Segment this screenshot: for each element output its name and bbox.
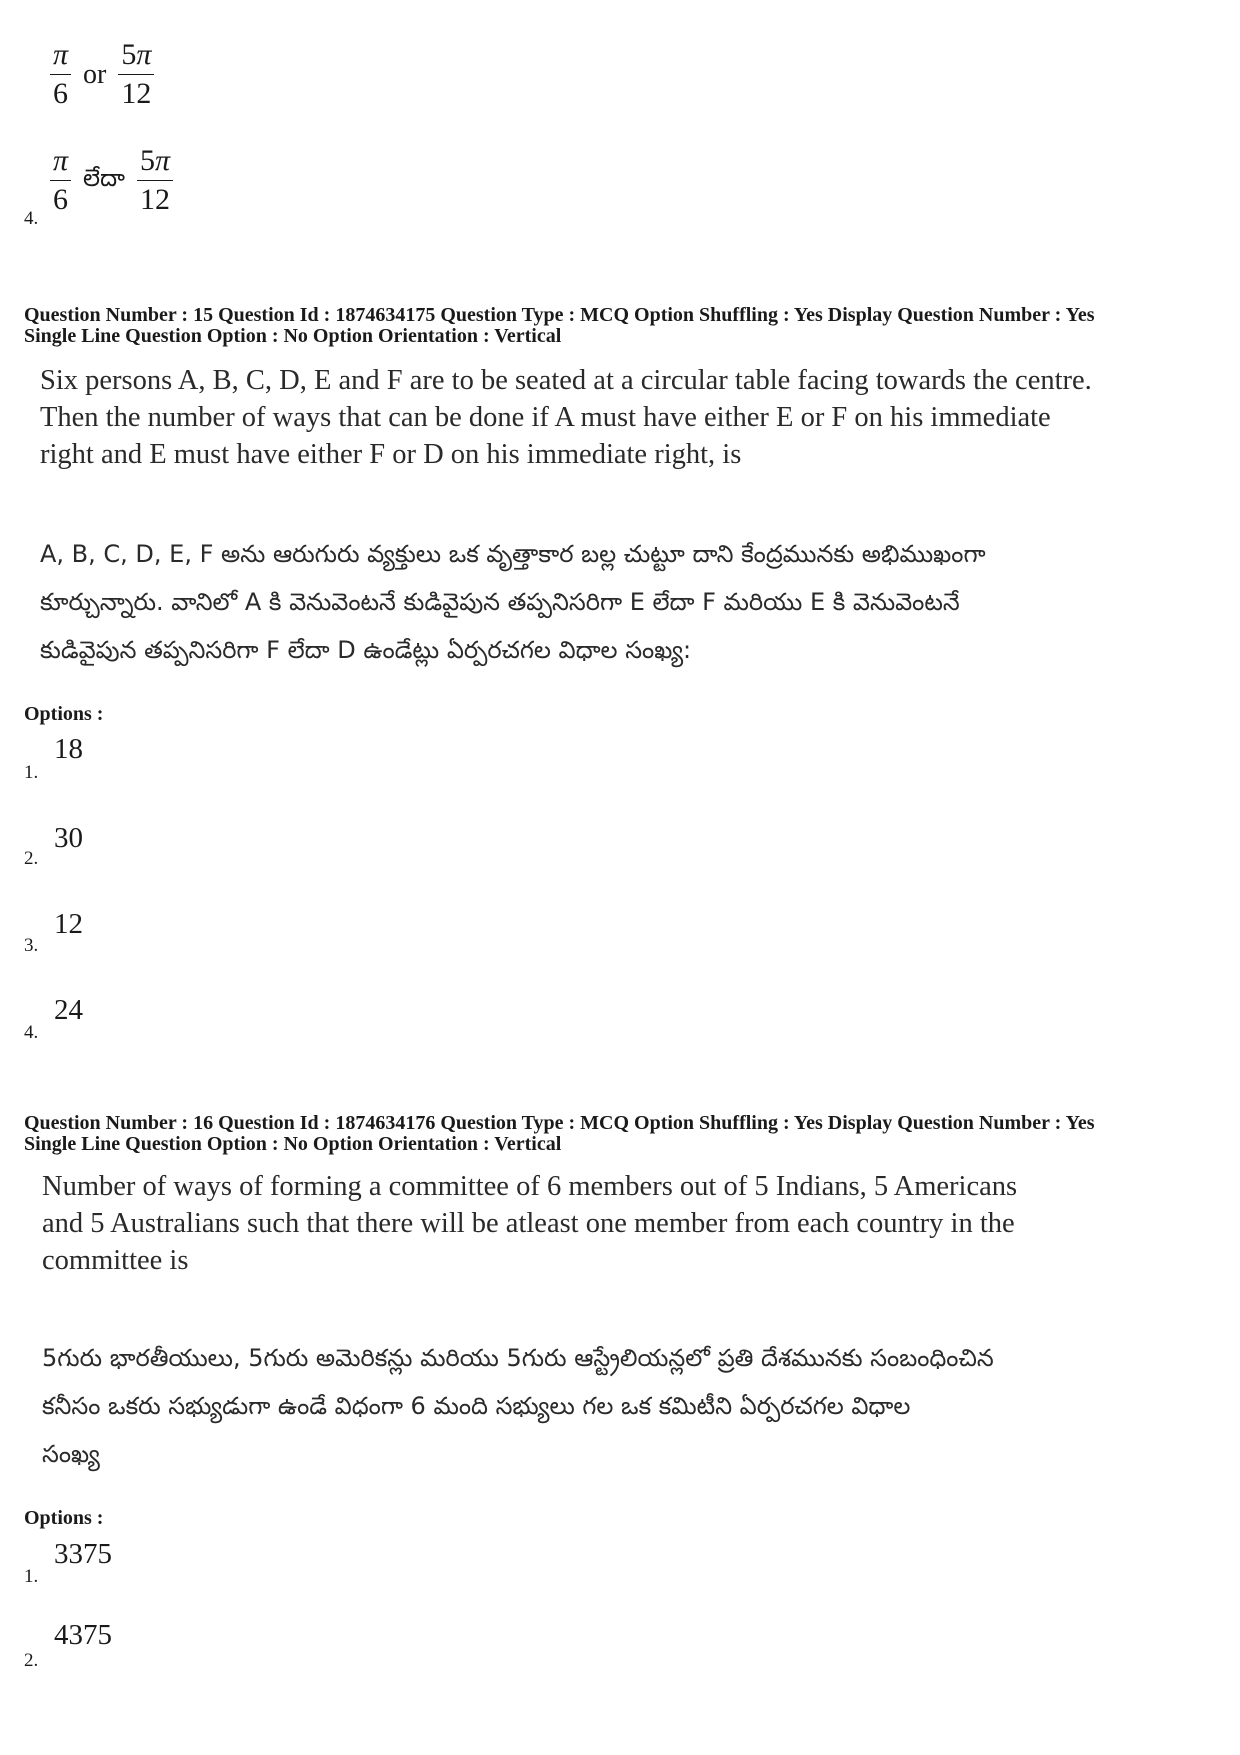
fraction-pi-over-6 [50, 146, 71, 215]
fraction-pi-over-6 [50, 40, 71, 109]
fraction-5pi-over-12 [137, 146, 173, 215]
option-number: 4. [24, 1022, 39, 1043]
option-value[interactable]: 24 [54, 994, 83, 1026]
fraction-denominator: 12 [140, 183, 171, 216]
numerator-coefficient: 5 [121, 38, 137, 71]
options-label: Options : [24, 1507, 104, 1529]
option-value[interactable]: 12 [54, 908, 83, 940]
fraction-numerator [118, 40, 154, 75]
question-meta-line-2: Single Line Question Option : No Option Orientation : Vertical [24, 325, 562, 347]
question-text-line: A, B, C, D, E, F అను ఆరుగురు వ్యక్తులు ఒక వృత్తాకార బల్ల చుట్టూ దాని కేంద్రమునకు అభిముఖంగా [40, 540, 986, 568]
question-text-line: and 5 Australians such that there will be atleast one member from each country in the [42, 1208, 1015, 1239]
option-number: 1. [24, 1566, 39, 1587]
question-text-line: right and E must have either F or D on his immediate right, is [40, 439, 742, 470]
fraction-connector: లేదా [83, 163, 126, 192]
option-number: 4. [24, 208, 39, 229]
fraction-numerator: π [50, 146, 71, 181]
question-text-line: Six persons A, B, C, D, E and F are to be seated at a circular table facing towards the centre. [40, 365, 1092, 396]
question-text-line: 5గురు భారతీయులు, 5గురు అమెరికన్లు మరియు 5గురు ఆస్ట్రేలియన్లలో ప్రతి దేశమునకు సంబంధించిన [42, 1344, 994, 1372]
question-text-telugu [40, 530, 986, 674]
option-value[interactable]: 4375 [54, 1619, 112, 1651]
question-text-english [42, 1168, 1222, 1279]
prev-option-4 [50, 146, 173, 215]
option-number: 3. [24, 935, 39, 956]
fraction-numerator: π [50, 40, 71, 75]
option-number: 1. [24, 762, 39, 783]
option-value[interactable]: 30 [54, 822, 83, 854]
question-text-english [40, 362, 1220, 473]
numerator-coefficient: 5 [140, 144, 156, 177]
fraction-denominator: 12 [121, 77, 152, 110]
fraction-5pi-over-12 [118, 40, 154, 109]
fraction-denominator: 6 [53, 77, 69, 110]
option-value[interactable]: 3375 [54, 1538, 112, 1570]
question-text-line: committee is [42, 1245, 189, 1276]
question-meta-line-2: Single Line Question Option : No Option Orientation : Vertical [24, 1133, 562, 1155]
question-meta-line-1: Question Number : 16 Question Id : 1874634176 Question Type : MCQ Option Shuffling : Yes Display Question Number : Yes [24, 1112, 1095, 1134]
option-value[interactable]: 18 [54, 733, 83, 765]
question-text-line: సంఖ్య [42, 1440, 100, 1468]
option-number: 2. [24, 1650, 39, 1671]
question-meta-line-1: Question Number : 15 Question Id : 1874634175 Question Type : MCQ Option Shuffling : Yes Display Question Number : Yes [24, 304, 1095, 326]
options-label: Options : [24, 703, 104, 725]
question-text-telugu [42, 1334, 994, 1478]
fraction-denominator: 6 [53, 183, 69, 216]
fraction-connector: or [83, 58, 107, 90]
question-text-line: Then the number of ways that can be done if A must have either E or F on his immediate [40, 402, 1051, 433]
numerator-symbol: π [155, 144, 171, 177]
question-text-line: Number of ways of forming a committee of 6 members out of 5 Indians, 5 Americans [42, 1171, 1018, 1202]
question-text-line: కనీసం ఒకరు సభ్యుడుగా ఉండే విధంగా 6 మంది సభ్యులు గల ఒక కమిటీని ఏర్పరచగల విధాల [42, 1392, 911, 1420]
question-text-line: కూర్చున్నారు. వానిలో A కి వెనువెంటనే కుడివైపున తప్పనిసరిగా E లేదా F మరియు E కి వెనువెంటనే [40, 588, 960, 616]
option-number: 2. [24, 848, 39, 869]
fraction-numerator [137, 146, 173, 181]
numerator-symbol: π [136, 38, 152, 71]
prev-option-3 [50, 40, 154, 109]
question-text-line: కుడివైపున తప్పనిసరిగా F లేదా D ఉండేట్లు ఏర్పరచగల విధాల సంఖ్య: [40, 636, 692, 664]
